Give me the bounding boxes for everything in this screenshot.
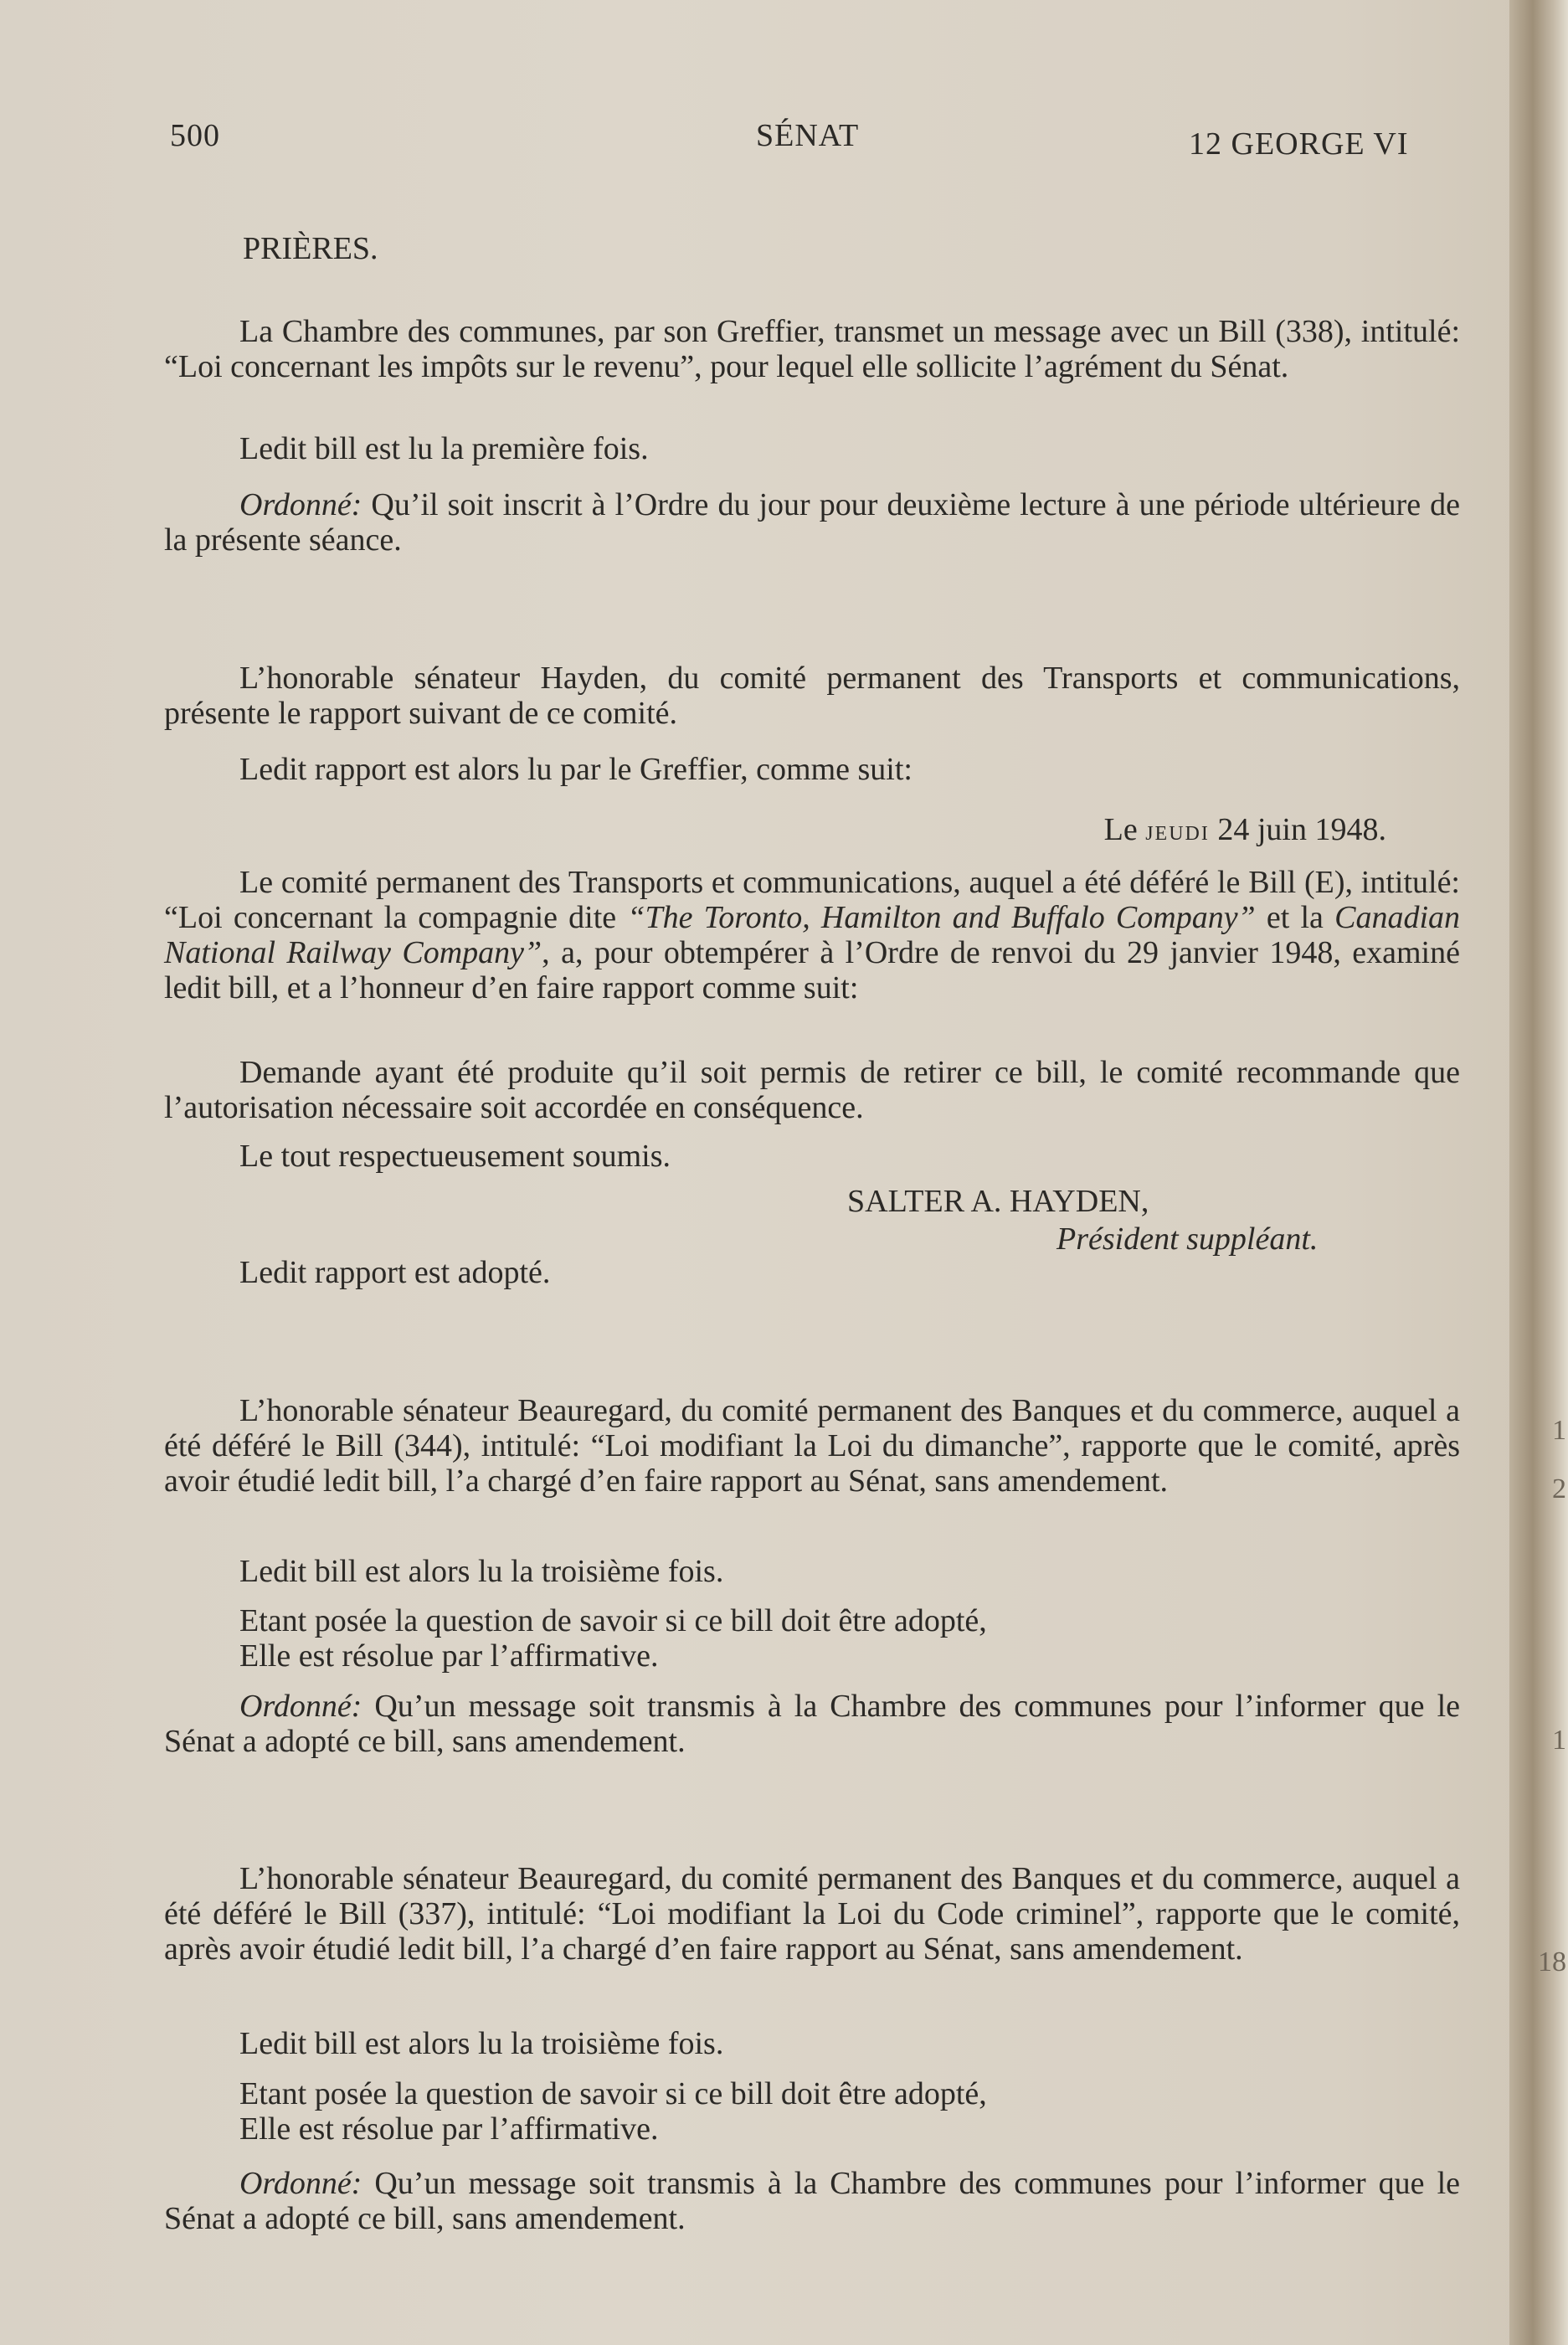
withdraw-request: Demande ayant été produite qu’il soit permis de retirer ce bill, le comité recommande que l’autorisation nécessaire soit accordée en conséquence.: [164, 1055, 1460, 1125]
report-read: Ledit rapport est alors lu par le Greffier, comme suit:: [239, 752, 913, 787]
first-reading: Ledit bill est lu la première fois.: [239, 431, 649, 466]
signatory-name: SALTER A. HAYDEN,: [847, 1184, 1149, 1219]
beauregard-paragraph-1: L’honorable sénateur Beauregard, du comité permanent des Banques et du commerce, auquel a été déféré le Bill (344), intitulé: “Loi modifiant la Loi du dimanche”, rapporte que le comité, après avoir étudié ledit bill, l’a chargé d’en faire rapport au Sénat, sans amendement.: [164, 1393, 1460, 1499]
report-text-a: Le comité permanent des Transports et communications, auquel a été déféré le Bill (E), intitulé: “Loi concernant la compagnie dite: [164, 865, 1460, 935]
spine-mark: 1: [1552, 1415, 1566, 1446]
report-text-c: , a, pour obtempérer à l’Ordre de renvoi du 29 janvier 1948, examiné ledit bill, et a l’honneur d’en faire rapport comme suit:: [164, 935, 1460, 1005]
affirmative-2: Elle est résolue par l’affirmative.: [239, 2111, 659, 2147]
order-text: Qu’il soit inscrit à l’Ordre du jour pour deuxième lecture à une période ultérieure de la présente séance.: [164, 487, 1460, 558]
third-reading-1: Ledit bill est alors lu la troisième fois.: [239, 1554, 724, 1589]
order-message-2: [164, 2166, 1460, 2236]
order-label: Ordonné:: [239, 487, 362, 522]
report-body: [164, 865, 1460, 1005]
date-rest: 24 juin 1948.: [1209, 812, 1386, 847]
report-company-1: “The Toronto, Hamilton and Buffalo Company”: [627, 900, 1256, 935]
order-label: Ordonné:: [239, 2166, 362, 2201]
report-company-2: Canadian National Railway Company”: [164, 900, 1460, 970]
order-text: Qu’un message soit transmis à la Chambre des communes pour l’informer que le Sénat a adopté ce bill, sans amendement.: [164, 2166, 1460, 2236]
date-day: jeudi: [1145, 815, 1210, 846]
beauregard-paragraph-2: L’honorable sénateur Beauregard, du comité permanent des Banques et du commerce, auquel a été déféré le Bill (337), intitulé: “Loi modifiant la Loi du Code criminel”, rapporte que le comité, après avoir étudié ledit bill, l’a chargé d’en faire rapport au Sénat, sans amendement.: [164, 1861, 1460, 1967]
respectfully-submitted: Le tout respectueusement soumis.: [239, 1139, 671, 1174]
spine-mark: 2: [1552, 1473, 1566, 1504]
order-text: Qu’un message soit transmis à la Chambre des communes pour l’informer que le Sénat a adopté ce bill, sans amendement.: [164, 1689, 1460, 1759]
order-label: Ordonné:: [239, 1689, 362, 1724]
order-paragraph: [164, 487, 1460, 558]
page-title: SÉNAT: [756, 118, 860, 153]
page-number: 500: [170, 118, 220, 153]
report-date: [164, 812, 1386, 849]
question-1: Etant posée la question de savoir si ce bill doit être adopté,: [239, 1603, 987, 1638]
order-message-1: [164, 1689, 1460, 1759]
affirmative-1: Elle est résolue par l’affirmative.: [239, 1638, 659, 1674]
report-text-b: et la: [1255, 900, 1335, 935]
spine-mark: 1: [1552, 1725, 1566, 1756]
spine-mark: 18: [1538, 1946, 1566, 1977]
question-2: Etant posée la question de savoir si ce bill doit être adopté,: [239, 2076, 987, 2111]
book-spine: [1509, 0, 1568, 2345]
hayden-paragraph: L’honorable sénateur Hayden, du comité permanent des Transports et communications, présente le rapport suivant de ce comité.: [164, 661, 1460, 731]
prayers-heading: PRIÈRES.: [243, 231, 378, 266]
date-prefix: Le: [1103, 812, 1146, 847]
regnal-year: 12 GEORGE VI: [1189, 126, 1409, 162]
report-adopted: Ledit rapport est adopté.: [239, 1255, 551, 1290]
message-paragraph: La Chambre des communes, par son Greffier, transmet un message avec un Bill (338), intitulé: “Loi concernant les impôts sur le revenu”, pour lequel elle sollicite l’agrément du Sénat.: [164, 314, 1460, 384]
third-reading-2: Ledit bill est alors lu la troisième fois.: [239, 2026, 724, 2061]
signatory-title: Président suppléant.: [1056, 1221, 1319, 1257]
